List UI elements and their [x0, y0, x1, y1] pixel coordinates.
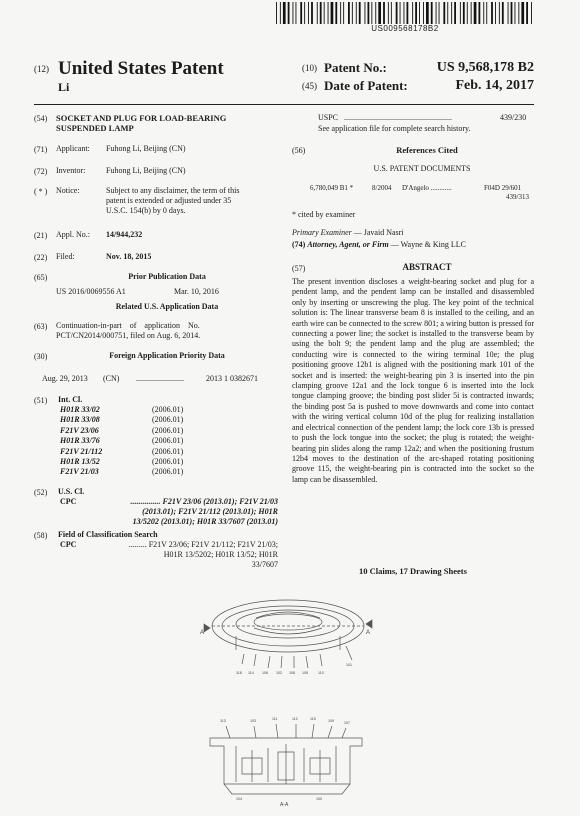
field-cpc-label: CPC [60, 540, 77, 549]
barcode-bar [328, 2, 329, 24]
uspc-leader: ...................................................... [344, 113, 452, 122]
applicant-label: Applicant: [56, 144, 90, 153]
arrow-left [204, 624, 210, 632]
field-tag: (51) [34, 396, 48, 405]
section-base [224, 784, 350, 794]
field-tag: (57) [292, 264, 306, 273]
int-cl-row [60, 447, 260, 457]
int-cl-row [60, 405, 260, 415]
barcode-bar [404, 2, 405, 24]
field-line: ......... F21V 23/06; F21V 21/112; F21V 21/03; [128, 540, 278, 549]
barcode-bar [300, 2, 302, 24]
examiner-label: Primary Examiner [292, 228, 352, 237]
barcode-bar [331, 2, 334, 24]
field-line: H01R 13/5202; H01R 13/52; H01R [163, 550, 278, 559]
foreign-country: (CN) [103, 374, 120, 383]
barcode-bar [293, 2, 294, 24]
int-cl-label: Int. Cl. [58, 395, 83, 404]
title-line: SOCKET AND PLUG FOR LOAD-BEARING [56, 113, 227, 123]
field-line: 33/7607 [251, 560, 278, 569]
barcode-bar [431, 2, 433, 24]
cpc-line: ............... F21V 23/06 (2013.01); F21V 21/03 [130, 497, 278, 506]
barcode-bar [486, 2, 487, 24]
field-tag: (10) [302, 63, 317, 73]
references-heading: References Cited [396, 145, 458, 155]
int-cl-code: H01R 33/02 [60, 405, 100, 414]
field-search-cpc [78, 540, 278, 570]
patent-number-label: Patent No.: [324, 60, 387, 75]
field-tag: ( * ) [34, 187, 48, 196]
barcode-bar [378, 2, 381, 24]
barcode-bar [311, 2, 313, 24]
continuation-line: PCT/CN2014/000751, filed on Aug. 6, 2014. [56, 331, 201, 340]
field-tag: (56) [292, 146, 306, 155]
reference-numeral: 104 [236, 797, 242, 801]
barcode-bar [356, 2, 357, 24]
barcode-bar [419, 2, 420, 24]
notice-line: U.S.C. 154(b) by 0 days. [106, 206, 186, 215]
int-cl-code: F21V 21/112 [60, 446, 103, 456]
ref-class-secondary: 439/313 [506, 193, 529, 201]
reference-numeral: 111 [272, 717, 278, 721]
field-tag: (21) [34, 231, 48, 240]
int-cl-version: (2006.01) [152, 456, 184, 466]
ref-name: D'Angelo ............ [402, 184, 452, 192]
section-leaders [226, 724, 346, 738]
barcode-bar [443, 2, 445, 24]
int-cl-version: (2006.01) [152, 436, 184, 446]
barcode-bar [415, 2, 417, 24]
barcode-bar [343, 2, 344, 24]
barcode-bar [508, 2, 509, 24]
barcode-bar [317, 2, 318, 24]
barcode-bar [436, 2, 437, 24]
attorney-label: Attorney, Agent, or Firm [307, 240, 389, 249]
reference-numeral: 102 [276, 671, 282, 675]
barcode-bar [359, 2, 361, 24]
inventor: Fuhong Li, Beijing (CN) [106, 166, 186, 175]
us-cl-label: U.S. Cl. [58, 487, 85, 496]
barcode-bar [511, 2, 513, 24]
field-tag: (72) [34, 167, 48, 176]
barcode-bar [502, 2, 504, 24]
plan-view [204, 600, 372, 668]
field-tag: (58) [34, 531, 48, 540]
int-cl-version: (2006.01) [152, 467, 184, 477]
barcode-bar [388, 2, 389, 24]
continuation-line: Continuation-in-part of application No. [56, 321, 200, 330]
barcode-bar [407, 2, 409, 24]
barcode-bar [460, 2, 461, 24]
foreign-priority-heading: Foreign Application Priority Data [109, 351, 225, 360]
reference-numeral: 108 [289, 671, 295, 675]
reference-numeral: 101 [346, 663, 352, 667]
cpc-line: 13/5202 (2013.01); H01R 33/7607 (2013.01) [132, 517, 278, 526]
barcode-bar [368, 2, 370, 24]
invention-title [56, 113, 226, 133]
prior-pub-date: Mar. 10, 2016 [174, 287, 219, 296]
barcode-bar [383, 2, 385, 24]
barcode-bar [348, 2, 350, 24]
barcode-bar [451, 2, 452, 24]
int-cl-code: F21V 23/06 [60, 425, 99, 435]
barcode-bar [495, 2, 496, 24]
notice-line: patent is extended or adjusted under 35 [106, 196, 232, 205]
int-cl-code: F21V 21/03 [60, 467, 99, 477]
claims-count: 10 Claims, 17 Drawing Sheets [359, 566, 467, 576]
barcode-bar [396, 2, 398, 24]
barcode-bar [288, 2, 290, 24]
barcode-bar [335, 2, 337, 24]
abstract-heading: ABSTRACT [402, 262, 452, 272]
barcode-bar [320, 2, 322, 24]
reference-numeral: 105 [302, 671, 308, 675]
patent-date-label: Date of Patent: [324, 78, 408, 93]
barcode-bar [375, 2, 376, 24]
barcode-bar [423, 2, 424, 24]
ref-number: 6,780,049 B1 * [310, 184, 354, 192]
section-view [210, 724, 362, 794]
barcode-bar [521, 2, 524, 24]
cpc-line: (2013.01); F21V 21/112 (2013.01); H01R [142, 507, 278, 516]
field-tag: (74) [292, 240, 306, 249]
appl-no-label: Appl. No.: [56, 230, 90, 239]
barcode-bar [340, 2, 341, 24]
barcode-bar [276, 2, 277, 24]
notice-line: Subject to any disclaimer, the term of this [106, 186, 240, 195]
ref-date: 8/2004 [372, 184, 392, 192]
reference-numeral: 115 [310, 717, 316, 721]
patent-date: Feb. 14, 2017 [455, 78, 534, 93]
barcode-bar [296, 2, 297, 24]
barcode-number: US009568178B2 [371, 24, 439, 33]
appl-no: 14/944,232 [106, 230, 143, 239]
reference-numeral: 100 [316, 797, 322, 801]
int-cl-code: H01R 33/08 [60, 415, 100, 425]
int-cl-version: (2006.01) [152, 425, 184, 435]
field-search-label: Field of Classification Search [58, 530, 158, 539]
int-cl-version: (2006.01) [152, 405, 184, 414]
filed-date: Nov. 18, 2015 [106, 252, 152, 261]
us-docs-heading: U.S. PATENT DOCUMENTS [373, 164, 471, 173]
cpc-label: CPC [60, 497, 77, 506]
inventor-surname: Li [58, 80, 70, 94]
int-cl-code: H01R 13/52 [60, 456, 100, 466]
barcode-bar [491, 2, 493, 24]
filed-label: Filed: [56, 252, 75, 261]
barcode-bar [391, 2, 392, 24]
related-heading: Related U.S. Application Data [115, 302, 219, 311]
inventor-label: Inventor: [56, 166, 86, 175]
reference-numeral: 118 [236, 671, 242, 675]
us-cl-cpc [78, 497, 278, 527]
applicant: Fuhong Li, Beijing (CN) [106, 144, 186, 153]
barcode-bar [400, 2, 401, 24]
ref-class: F04D 29/601 [484, 184, 522, 192]
abstract-text: The present invention discloses a weight-bearing socket and plug for a pendent lamp, and the pendent lamp can be installed and disassembled only by inserting or unscrewing the plug. The key point of the technical solution is: The linear transverse beam 8 is installed to the ceiling, and an earth wire can be connected to the screw 801; a wiring button is pressed for connecting a power line; the socket is installed to the transverse beam by using the bolt 9; the pendent lamp and the plug are assembled; the conducting wire is connected to the wiring terminal 10e; the plug positioning groove 12b1 is aligned with the positioning mark 101 of the socket and is inserted: the weight-bearing pin 3 is inserted into the pin clamping groove 12a1 and the lock tongue 6 is inserted into the lock tongue clamping groove; the binding post slider 5i is contracted inwards; the binding post 5a is pushed to move downwards and come into contact with the wiring vertical column 10d of the plug for realizing installation and electrical connection of the pendent lamp; the lock core 13b is pressed to push the lock tongue into the socket; the plug is rotated; the weight-bearing pin slides along the ramp 12a2; and when the positioning frustum 12b4 moves to the destination of the arc-shaped rotating positioning groove 115, the weight-bearing pin is contracted into the socket so the lamp can be disassembled. [292, 277, 534, 484]
barcode-bar [280, 2, 281, 24]
primary-examiner [292, 228, 404, 238]
barcode [276, 2, 534, 24]
barcode-bar [447, 2, 448, 24]
barcode-bar [483, 2, 484, 24]
barcode-bar [515, 2, 516, 24]
reference-numeral: 110 [318, 671, 324, 675]
uspc-value: 439/230 [500, 113, 527, 122]
barcode-bar [499, 2, 500, 24]
notice-label: Notice: [56, 186, 80, 195]
field-tag: (71) [34, 145, 48, 154]
foreign-date: Aug. 29, 2013 [42, 374, 88, 383]
continuation [56, 321, 278, 341]
barcode-bar [371, 2, 372, 24]
barcode-bar [518, 2, 519, 24]
section-mark-left: A [200, 630, 205, 636]
reference-numeral: 113 [220, 719, 226, 723]
section-label: A-A [280, 802, 289, 808]
field-tag: (12) [34, 64, 49, 74]
int-cl-row [60, 426, 260, 436]
barcode-bar [304, 2, 305, 24]
document-type: United States Patent [58, 58, 224, 79]
attorney-name: — Wayne & King LLC [390, 240, 466, 249]
field-tag: (65) [34, 273, 48, 282]
field-tag: (63) [34, 322, 48, 331]
barcode-bar [365, 2, 366, 24]
foreign-number: 2013 1 0382671 [206, 374, 258, 383]
reference-numeral: 114 [248, 671, 254, 675]
int-cl-code: H01R 33/76 [60, 436, 100, 446]
title-line: SUSPENDED LAMP [56, 123, 134, 133]
barcode-bar [531, 2, 532, 24]
int-cl-version: (2006.01) [152, 446, 184, 456]
barcode-bar [426, 2, 429, 24]
leader-lines [242, 646, 352, 668]
int-cl-row [60, 415, 260, 425]
barcode-bar [526, 2, 528, 24]
int-cl-row [60, 467, 260, 477]
int-cl-row [60, 436, 260, 446]
int-cl-row [60, 457, 260, 467]
arrow-right [366, 620, 372, 628]
cited-by-examiner: * cited by examiner [292, 210, 356, 219]
barcode-bar [474, 2, 477, 24]
patent-number-row [302, 60, 534, 78]
section-walls [236, 744, 336, 784]
see-application: See application file for complete search history. [318, 124, 471, 133]
barcode-bar [463, 2, 465, 24]
header-divider [34, 104, 534, 105]
center-ring [254, 614, 322, 630]
field-tag: (30) [34, 352, 48, 361]
field-tag: (54) [34, 114, 48, 123]
field-tag: (52) [34, 488, 48, 497]
barcode-bar [308, 2, 309, 24]
barcode-bar [471, 2, 472, 24]
field-tag: (45) [302, 81, 317, 91]
attorney [292, 240, 466, 250]
reference-numeral: 103 [250, 719, 256, 723]
plan-detail [236, 612, 340, 650]
reference-numeral: 106 [262, 671, 268, 675]
barcode-bar [439, 2, 440, 24]
reference-numeral: 109 [328, 719, 334, 723]
barcode-bar [324, 2, 325, 24]
int-cl-version: (2006.01) [152, 415, 184, 425]
barcode-bar [479, 2, 481, 24]
reference-numeral: 107 [344, 721, 350, 725]
barcode-bar [283, 2, 286, 24]
uspc-label: USPC [318, 113, 339, 122]
barcode-bar [412, 2, 413, 24]
barcode-bar [467, 2, 468, 24]
patent-date-row [302, 78, 534, 96]
prior-pub-heading: Prior Publication Data [128, 272, 206, 281]
foreign-leader: ........................ [136, 374, 184, 383]
barcode-bar [454, 2, 456, 24]
notice-text [106, 186, 278, 216]
prior-pub-number: US 2016/0069556 A1 [56, 287, 126, 296]
barcode-bar [352, 2, 353, 24]
section-mark-right: A [366, 630, 371, 636]
patent-number: US 9,568,178 B2 [436, 60, 534, 75]
field-tag: (22) [34, 253, 48, 262]
examiner-name: — Javaid Nasri [353, 228, 404, 237]
reference-numeral: 112 [292, 717, 298, 721]
int-cl-list [60, 405, 260, 478]
representative-drawing [196, 588, 376, 810]
